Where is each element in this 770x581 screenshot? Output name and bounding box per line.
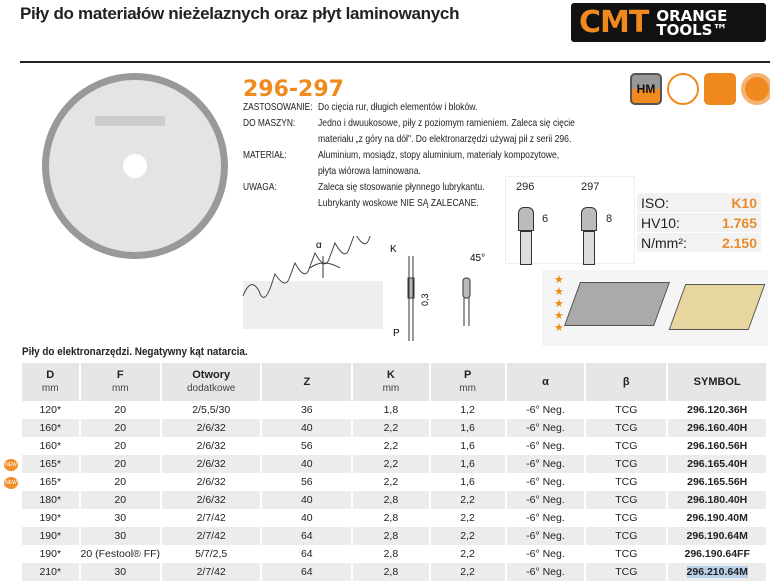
column-header: Z: [261, 363, 352, 401]
table-cell: 2,2: [352, 473, 429, 491]
logo-subtext: ORANGE TOOLS™: [656, 6, 728, 39]
table-cell: 5/7/2,5: [161, 545, 261, 563]
spec-label: MATERIAŁ:: [243, 149, 287, 161]
table-cell: 2/6/32: [161, 473, 261, 491]
table-cell: 296.160.56H: [667, 437, 767, 455]
table-cell: 296.120.36H: [667, 401, 767, 419]
no-hand-tool-icon: [667, 73, 699, 105]
table-cell: 40: [261, 419, 352, 437]
table-cell: -6° Neg.: [506, 563, 585, 581]
table-subtitle: Piły do elektronarzędzi. Negatywny kąt natarcia.: [22, 346, 248, 358]
table-cell: TCG: [585, 491, 667, 509]
table-cell: 20: [80, 401, 162, 419]
table-cell: -6° Neg.: [506, 509, 585, 527]
table-cell: 296.160.40H: [667, 419, 767, 437]
spec-value: Zaleca się stosowanie płynnego lubrykantu.: [318, 181, 485, 193]
table-cell: TCG: [585, 563, 667, 581]
k-label: K: [390, 244, 397, 255]
table-cell: 2,8: [352, 509, 429, 527]
table-cell: 2,2: [430, 509, 506, 527]
table-cell: 30: [80, 509, 162, 527]
star-icon: ★: [554, 286, 564, 298]
table-cell: 2/6/32: [161, 437, 261, 455]
column-header: Otwory dodatkowe: [161, 363, 261, 401]
column-header: β: [585, 363, 667, 401]
new-badge: NEW: [4, 459, 18, 471]
table-cell: 2,8: [352, 527, 429, 545]
table-cell: 2,2: [352, 455, 429, 473]
alpha-label: α: [316, 240, 322, 251]
column-header: K mm: [352, 363, 429, 401]
laminated-board-illustration: [669, 284, 766, 330]
spec-label: ZASTOSOWANIE:: [243, 101, 313, 113]
table-cell: 64: [261, 527, 352, 545]
table-cell: 296.190.64M: [667, 527, 767, 545]
table-cell: 56: [261, 473, 352, 491]
table-cell: 40: [261, 491, 352, 509]
product-table: [22, 363, 768, 581]
tip-dimension: 6: [542, 213, 549, 225]
table-row: [22, 419, 767, 437]
blade-packaging-icon: [704, 73, 736, 105]
table-cell: 165*: [22, 455, 80, 473]
table-cell: 2,8: [352, 491, 429, 509]
aluminum-profile-illustration: [564, 282, 670, 326]
table-cell: 120*: [22, 401, 80, 419]
table-cell: 20: [80, 419, 162, 437]
hardness-row: HV10: 1.765: [637, 213, 761, 232]
page-title: Piły do materiałów nieżelaznych oraz płyt laminowanych: [20, 4, 460, 23]
table-cell: 2/5,5/30: [161, 401, 261, 419]
table-cell: 296.180.40H: [667, 491, 767, 509]
table-cell: 160*: [22, 419, 80, 437]
table-cell: 40: [261, 509, 352, 527]
table-cell: 2,2: [352, 437, 429, 455]
column-header: P mm: [430, 363, 506, 401]
spec-label: DO MASZYN:: [243, 117, 296, 129]
table-cell: 296.165.40H: [667, 455, 767, 473]
table-cell: 20: [80, 437, 162, 455]
table-row: [22, 563, 767, 581]
table-cell: 190*: [22, 509, 80, 527]
table-cell: 296.210.64M: [667, 563, 767, 581]
table-cell: 1,6: [430, 437, 506, 455]
spec-value: materiału „z góry na dół". Do elektronarzędzi używaj pił z serii 296.: [318, 133, 572, 145]
star-icon: ★: [554, 322, 564, 334]
tooth-geometry-diagram: [238, 236, 498, 346]
table-cell: 30: [80, 527, 162, 545]
hardness-table: [637, 193, 761, 253]
table-cell: 56: [261, 437, 352, 455]
table-cell: 296.190.64FF: [667, 545, 767, 563]
table-cell: 20: [80, 473, 162, 491]
table-cell: 30: [80, 563, 162, 581]
p-label: P: [393, 328, 400, 339]
spec-value: Do cięcia rur, długich elementów i bloków.: [318, 101, 478, 113]
table-cell: 2,2: [430, 563, 506, 581]
table-cell: 2/6/32: [161, 491, 261, 509]
table-cell: -6° Neg.: [506, 545, 585, 563]
hardness-row: ISO: K10: [637, 193, 761, 212]
table-cell: TCG: [585, 437, 667, 455]
series-number: 296-297: [243, 77, 344, 102]
table-cell: -6° Neg.: [506, 401, 585, 419]
blade-label-icon: [741, 73, 770, 105]
table-cell: 1,6: [430, 455, 506, 473]
table-cell: -6° Neg.: [506, 455, 585, 473]
spec-label: UWAGA:: [243, 181, 277, 193]
star-icon: ★: [554, 310, 564, 322]
tip-label: 297: [581, 181, 600, 193]
table-cell: 190*: [22, 527, 80, 545]
saw-blade-image: [40, 66, 230, 266]
table-cell: TCG: [585, 545, 667, 563]
table-cell: 1,2: [430, 401, 506, 419]
star-icon: ★: [554, 274, 564, 286]
table-cell: TCG: [585, 401, 667, 419]
table-row: [22, 491, 767, 509]
column-header: D mm: [22, 363, 80, 401]
table-cell: 180*: [22, 491, 80, 509]
table-cell: TCG: [585, 473, 667, 491]
table-cell: 1,6: [430, 419, 506, 437]
spec-value: Lubrykanty woskowe NIE SĄ ZALECANE.: [318, 197, 479, 209]
star-rating: [554, 274, 564, 334]
table-cell: 2,2: [430, 527, 506, 545]
table-row: [22, 437, 767, 455]
table-cell: -6° Neg.: [506, 527, 585, 545]
table-cell: -6° Neg.: [506, 473, 585, 491]
table-cell: -6° Neg.: [506, 491, 585, 509]
cmt-logo: [571, 3, 766, 42]
table-cell: 296.190.40M: [667, 509, 767, 527]
table-cell: 64: [261, 563, 352, 581]
table-cell: 165*: [22, 473, 80, 491]
table-cell: TCG: [585, 509, 667, 527]
feature-icons: [630, 73, 770, 105]
star-icon: ★: [554, 298, 564, 310]
depth-label: 0,3: [420, 293, 430, 306]
table-cell: 2/7/42: [161, 527, 261, 545]
rating-box: [542, 270, 768, 346]
table-cell: 2,2: [430, 491, 506, 509]
table-cell: 2,2: [430, 545, 506, 563]
table-cell: 210*: [22, 563, 80, 581]
table-cell: 2/7/42: [161, 563, 261, 581]
table-cell: 2/7/42: [161, 509, 261, 527]
angle-label: 45°: [470, 253, 486, 264]
spec-value: Aluminium, mosiądz, stopy aluminium, materiały kompozytowe,: [318, 149, 560, 161]
table-cell: 2,8: [352, 563, 429, 581]
table-cell: 190*: [22, 545, 80, 563]
table-cell: 2,2: [352, 419, 429, 437]
table-cell: 1,6: [430, 473, 506, 491]
column-header: F mm: [80, 363, 162, 401]
table-cell: 36: [261, 401, 352, 419]
table-cell: -6° Neg.: [506, 419, 585, 437]
new-badge: NEW: [4, 477, 18, 489]
table-cell: 1,8: [352, 401, 429, 419]
tip-label: 296: [516, 181, 535, 193]
table-cell: 64: [261, 545, 352, 563]
table-cell: 2/6/32: [161, 419, 261, 437]
table-cell: 20: [80, 491, 162, 509]
tip-dimension: 8: [606, 213, 613, 225]
tooth-tip-diagram: [505, 176, 635, 264]
table-cell: TCG: [585, 455, 667, 473]
column-header: SYMBOL: [667, 363, 767, 401]
table-row: [22, 401, 767, 419]
table-row: [22, 545, 767, 563]
table-cell: TCG: [585, 419, 667, 437]
table-row: [22, 455, 767, 473]
table-cell: TCG: [585, 527, 667, 545]
table-cell: 40: [261, 455, 352, 473]
divider: [20, 61, 770, 63]
logo-text: CMT: [579, 5, 649, 40]
spec-value: płyta wiórowa laminowana.: [318, 165, 421, 177]
table-cell: 296.165.56H: [667, 473, 767, 491]
table-cell: 20: [80, 455, 162, 473]
table-cell: 160*: [22, 437, 80, 455]
hardness-row: N/mm²: 2.150: [637, 233, 761, 252]
table-row: [22, 473, 767, 491]
column-header: α: [506, 363, 585, 401]
table-cell: 20 (Festool® FF): [80, 545, 162, 563]
table-cell: 2,8: [352, 545, 429, 563]
hm-icon: HM: [630, 73, 662, 105]
table-row: [22, 527, 767, 545]
table-row: [22, 509, 767, 527]
table-cell: 2/6/32: [161, 455, 261, 473]
table-cell: -6° Neg.: [506, 437, 585, 455]
spec-value: Jedno i dwuukosowe, piły z poziomym ramieniem. Zaleca się cięcie: [318, 117, 575, 129]
